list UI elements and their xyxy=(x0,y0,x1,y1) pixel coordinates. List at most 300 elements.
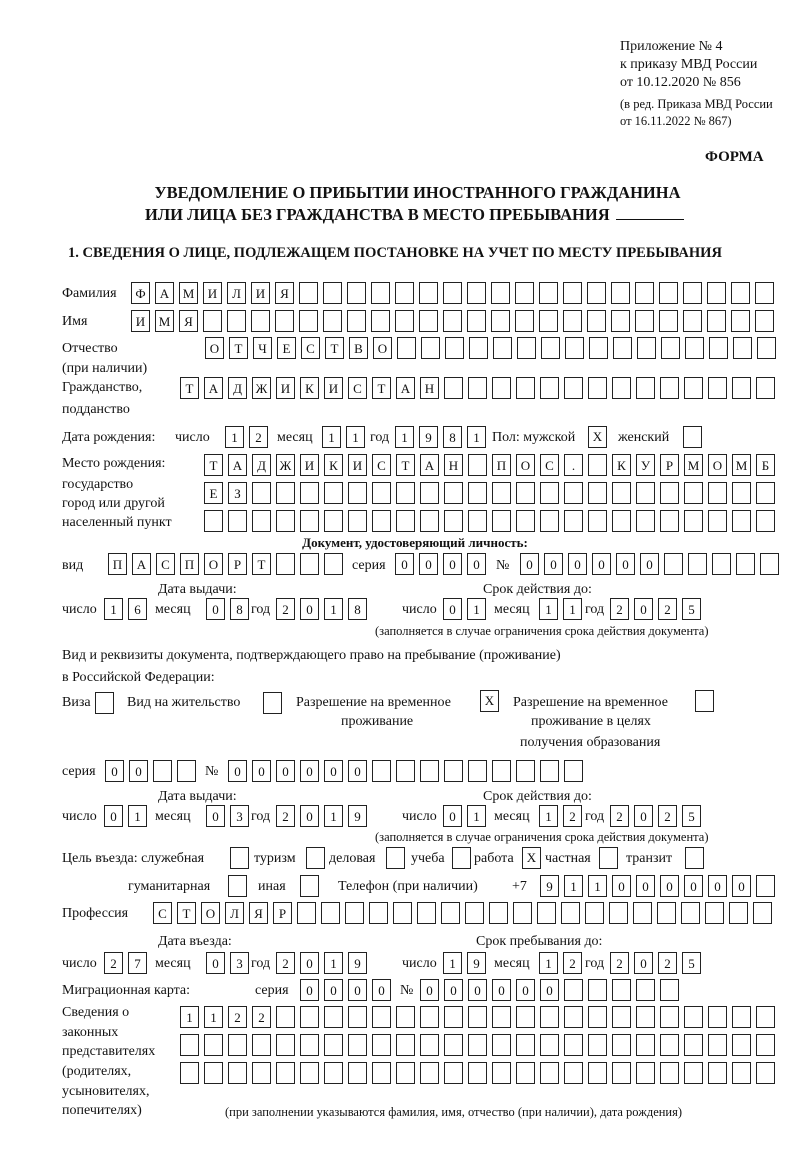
cell[interactable]: 0 xyxy=(252,760,271,782)
sex-male-checkbox[interactable]: X xyxy=(588,426,607,448)
cell[interactable] xyxy=(756,1062,775,1084)
cell[interactable] xyxy=(323,282,342,304)
cell[interactable] xyxy=(683,310,702,332)
cell[interactable] xyxy=(685,337,704,359)
cell[interactable]: М xyxy=(732,454,751,476)
cell[interactable]: А xyxy=(228,454,247,476)
cell[interactable] xyxy=(660,482,679,504)
place-of-stay-blank[interactable] xyxy=(616,207,684,220)
cell[interactable]: 0 xyxy=(276,760,295,782)
cell[interactable] xyxy=(276,1062,295,1084)
cell[interactable] xyxy=(443,310,462,332)
cell[interactable]: 2 xyxy=(276,805,295,827)
cell[interactable] xyxy=(300,510,319,532)
cell[interactable] xyxy=(489,902,508,924)
id-valid-day[interactable] xyxy=(443,598,486,620)
cell[interactable]: Ч xyxy=(253,337,272,359)
cell[interactable] xyxy=(684,482,703,504)
cell[interactable] xyxy=(636,482,655,504)
cell[interactable] xyxy=(585,902,604,924)
cell[interactable] xyxy=(324,510,343,532)
cell[interactable] xyxy=(492,377,511,399)
cell[interactable]: Я xyxy=(249,902,268,924)
cell[interactable] xyxy=(372,1062,391,1084)
cell[interactable]: 2 xyxy=(252,1006,271,1028)
cell[interactable] xyxy=(635,282,654,304)
cell[interactable] xyxy=(297,902,316,924)
birth-month-field[interactable] xyxy=(322,426,365,448)
cell[interactable]: 2 xyxy=(563,952,582,974)
cell[interactable] xyxy=(348,482,367,504)
purpose-tourism-checkbox[interactable] xyxy=(306,847,325,869)
cell[interactable] xyxy=(732,1062,751,1084)
id-valid-year[interactable] xyxy=(610,598,701,620)
cell[interactable]: 1 xyxy=(324,805,343,827)
stay-valid-year[interactable] xyxy=(610,805,701,827)
stay-issue-month[interactable] xyxy=(206,805,249,827)
cell[interactable]: Д xyxy=(228,377,247,399)
cell[interactable] xyxy=(564,760,583,782)
id-type-field[interactable] xyxy=(108,553,343,575)
cell[interactable]: 1 xyxy=(443,952,462,974)
cell[interactable]: Н xyxy=(444,454,463,476)
cell[interactable]: 0 xyxy=(395,553,414,575)
cell[interactable] xyxy=(468,482,487,504)
cell[interactable] xyxy=(348,510,367,532)
cell[interactable]: И xyxy=(348,454,367,476)
cell[interactable] xyxy=(468,1062,487,1084)
stay-issue-day[interactable] xyxy=(104,805,147,827)
cell[interactable]: 1 xyxy=(467,598,486,620)
cell[interactable]: Т xyxy=(252,553,271,575)
birth-place-row-2[interactable] xyxy=(204,482,775,504)
stay-until-day[interactable] xyxy=(443,952,486,974)
cell[interactable] xyxy=(393,902,412,924)
cell[interactable] xyxy=(252,482,271,504)
cell[interactable]: Б xyxy=(756,454,775,476)
cell[interactable]: О xyxy=(205,337,224,359)
cell[interactable] xyxy=(396,760,415,782)
cell[interactable] xyxy=(492,760,511,782)
cell[interactable]: 3 xyxy=(230,952,249,974)
cell[interactable]: 0 xyxy=(324,760,343,782)
cell[interactable]: 0 xyxy=(636,875,655,897)
cell[interactable] xyxy=(636,1006,655,1028)
cell[interactable]: 7 xyxy=(128,952,147,974)
cell[interactable]: 0 xyxy=(129,760,148,782)
stay-until-month[interactable] xyxy=(539,952,582,974)
cell[interactable] xyxy=(708,510,727,532)
cell[interactable] xyxy=(609,902,628,924)
cell[interactable] xyxy=(756,482,775,504)
cell[interactable]: 2 xyxy=(610,952,629,974)
cell[interactable] xyxy=(657,902,676,924)
cell[interactable] xyxy=(324,553,343,575)
temporary-residence-checkbox[interactable]: X xyxy=(480,690,499,712)
cell[interactable] xyxy=(515,310,534,332)
cell[interactable]: М xyxy=(179,282,198,304)
cell[interactable]: 1 xyxy=(467,426,486,448)
cell[interactable] xyxy=(588,1006,607,1028)
id-issue-month[interactable] xyxy=(206,598,249,620)
cell[interactable]: 0 xyxy=(206,952,225,974)
cell[interactable]: 0 xyxy=(206,598,225,620)
cell[interactable] xyxy=(441,902,460,924)
cell[interactable] xyxy=(709,337,728,359)
cell[interactable] xyxy=(684,1062,703,1084)
cell[interactable] xyxy=(540,1006,559,1028)
cell[interactable]: И xyxy=(251,282,270,304)
cell[interactable]: Т xyxy=(180,377,199,399)
cell[interactable]: 0 xyxy=(444,979,463,1001)
cell[interactable] xyxy=(708,1062,727,1084)
cell[interactable] xyxy=(516,377,535,399)
cell[interactable] xyxy=(180,1034,199,1056)
cell[interactable] xyxy=(228,1062,247,1084)
purpose-business-checkbox[interactable] xyxy=(386,847,405,869)
representatives-row-3[interactable] xyxy=(180,1062,775,1084)
cell[interactable] xyxy=(468,760,487,782)
cell[interactable]: 1 xyxy=(204,1006,223,1028)
cell[interactable] xyxy=(660,1062,679,1084)
cell[interactable] xyxy=(299,310,318,332)
id-number-field[interactable] xyxy=(520,553,779,575)
cell[interactable] xyxy=(444,482,463,504)
cell[interactable] xyxy=(420,1034,439,1056)
birth-day-field[interactable] xyxy=(225,426,268,448)
cell[interactable]: 0 xyxy=(640,553,659,575)
cell[interactable]: 1 xyxy=(395,426,414,448)
cell[interactable] xyxy=(513,902,532,924)
cell[interactable] xyxy=(491,310,510,332)
stay-valid-month[interactable] xyxy=(539,805,582,827)
cell[interactable] xyxy=(729,902,748,924)
cell[interactable] xyxy=(684,1034,703,1056)
cell[interactable]: 1 xyxy=(322,426,341,448)
cell[interactable]: 1 xyxy=(563,598,582,620)
cell[interactable]: С xyxy=(301,337,320,359)
cell[interactable]: 0 xyxy=(708,875,727,897)
cell[interactable] xyxy=(420,510,439,532)
cell[interactable]: 0 xyxy=(300,760,319,782)
cell[interactable] xyxy=(635,310,654,332)
cell[interactable] xyxy=(228,510,247,532)
cell[interactable] xyxy=(684,1006,703,1028)
cell[interactable] xyxy=(516,510,535,532)
cell[interactable] xyxy=(564,510,583,532)
cell[interactable] xyxy=(443,282,462,304)
cell[interactable] xyxy=(540,377,559,399)
cell[interactable]: 0 xyxy=(616,553,635,575)
cell[interactable]: 0 xyxy=(348,760,367,782)
representatives-row-2[interactable] xyxy=(180,1034,775,1056)
cell[interactable] xyxy=(397,337,416,359)
cell[interactable]: 9 xyxy=(348,805,367,827)
cell[interactable] xyxy=(541,337,560,359)
cell[interactable] xyxy=(565,337,584,359)
cell[interactable] xyxy=(204,510,223,532)
cell[interactable]: 5 xyxy=(682,805,701,827)
cell[interactable]: 0 xyxy=(348,979,367,1001)
cell[interactable] xyxy=(660,1006,679,1028)
cell[interactable] xyxy=(468,1006,487,1028)
cell[interactable]: 2 xyxy=(610,598,629,620)
cell[interactable] xyxy=(300,1062,319,1084)
cell[interactable] xyxy=(276,482,295,504)
purpose-transit-checkbox[interactable] xyxy=(685,847,704,869)
cell[interactable] xyxy=(660,1034,679,1056)
cell[interactable]: 0 xyxy=(300,598,319,620)
cell[interactable] xyxy=(564,1062,583,1084)
id-issue-day[interactable] xyxy=(104,598,147,620)
purpose-private-checkbox[interactable] xyxy=(599,847,618,869)
cell[interactable]: 1 xyxy=(467,805,486,827)
cell[interactable]: П xyxy=(108,553,127,575)
cell[interactable] xyxy=(492,1062,511,1084)
cell[interactable] xyxy=(588,979,607,1001)
cell[interactable] xyxy=(252,1034,271,1056)
cell[interactable]: П xyxy=(492,454,511,476)
cell[interactable] xyxy=(705,902,724,924)
cell[interactable]: 0 xyxy=(468,979,487,1001)
cell[interactable] xyxy=(419,310,438,332)
cell[interactable] xyxy=(372,1034,391,1056)
cell[interactable]: 0 xyxy=(544,553,563,575)
purpose-other-checkbox[interactable] xyxy=(300,875,319,897)
cell[interactable] xyxy=(732,1006,751,1028)
cell[interactable]: Ф xyxy=(131,282,150,304)
cell[interactable]: Я xyxy=(179,310,198,332)
cell[interactable]: Р xyxy=(660,454,679,476)
birth-year-field[interactable] xyxy=(395,426,486,448)
cell[interactable] xyxy=(324,1062,343,1084)
cell[interactable] xyxy=(588,1062,607,1084)
entry-day[interactable] xyxy=(104,952,147,974)
cell[interactable]: 0 xyxy=(443,598,462,620)
cell[interactable] xyxy=(707,310,726,332)
cell[interactable] xyxy=(345,902,364,924)
cell[interactable] xyxy=(369,902,388,924)
cell[interactable] xyxy=(395,310,414,332)
cell[interactable] xyxy=(612,377,631,399)
cell[interactable] xyxy=(660,510,679,532)
cell[interactable] xyxy=(708,1006,727,1028)
cell[interactable]: К xyxy=(612,454,631,476)
profession-field[interactable] xyxy=(153,902,772,924)
cell[interactable] xyxy=(516,760,535,782)
cell[interactable] xyxy=(611,282,630,304)
stay-series-field[interactable] xyxy=(105,760,196,782)
entry-year[interactable] xyxy=(276,952,367,974)
cell[interactable] xyxy=(684,510,703,532)
cell[interactable] xyxy=(348,1034,367,1056)
cell[interactable]: 2 xyxy=(658,952,677,974)
cell[interactable]: 0 xyxy=(660,875,679,897)
cell[interactable]: 1 xyxy=(324,598,343,620)
cell[interactable]: Р xyxy=(273,902,292,924)
cell[interactable] xyxy=(421,337,440,359)
cell[interactable]: 5 xyxy=(682,952,701,974)
cell[interactable] xyxy=(276,510,295,532)
cell[interactable] xyxy=(468,510,487,532)
cell[interactable] xyxy=(760,553,779,575)
cell[interactable] xyxy=(372,510,391,532)
cell[interactable] xyxy=(540,1062,559,1084)
cell[interactable]: 1 xyxy=(539,952,558,974)
cell[interactable] xyxy=(444,510,463,532)
cell[interactable]: 0 xyxy=(612,875,631,897)
cell[interactable] xyxy=(300,482,319,504)
cell[interactable] xyxy=(564,1034,583,1056)
cell[interactable] xyxy=(153,760,172,782)
cell[interactable]: 0 xyxy=(634,952,653,974)
cell[interactable] xyxy=(371,282,390,304)
cell[interactable]: О xyxy=(708,454,727,476)
cell[interactable] xyxy=(300,553,319,575)
cell[interactable] xyxy=(204,1034,223,1056)
stay-until-year[interactable] xyxy=(610,952,701,974)
cell[interactable] xyxy=(177,760,196,782)
cell[interactable]: С xyxy=(372,454,391,476)
cell[interactable] xyxy=(276,553,295,575)
cell[interactable] xyxy=(180,1062,199,1084)
cell[interactable]: 0 xyxy=(372,979,391,1001)
cell[interactable] xyxy=(633,902,652,924)
cell[interactable] xyxy=(516,1062,535,1084)
cell[interactable] xyxy=(348,1006,367,1028)
cell[interactable] xyxy=(756,377,775,399)
cell[interactable]: 0 xyxy=(105,760,124,782)
cell[interactable]: О xyxy=(201,902,220,924)
cell[interactable] xyxy=(755,282,774,304)
cell[interactable] xyxy=(276,1034,295,1056)
citizenship-field[interactable] xyxy=(180,377,775,399)
cell[interactable] xyxy=(683,282,702,304)
cell[interactable] xyxy=(444,760,463,782)
phone-field[interactable] xyxy=(540,875,775,897)
cell[interactable]: Л xyxy=(225,902,244,924)
cell[interactable]: 2 xyxy=(249,426,268,448)
cell[interactable] xyxy=(684,377,703,399)
cell[interactable]: Е xyxy=(277,337,296,359)
id-issue-year[interactable] xyxy=(276,598,367,620)
cell[interactable] xyxy=(492,1006,511,1028)
cell[interactable]: 3 xyxy=(230,805,249,827)
birth-place-row-1[interactable] xyxy=(204,454,775,476)
cell[interactable]: 1 xyxy=(324,952,343,974)
cell[interactable] xyxy=(372,760,391,782)
cell[interactable] xyxy=(612,1006,631,1028)
cell[interactable]: 2 xyxy=(658,805,677,827)
cell[interactable] xyxy=(732,510,751,532)
cell[interactable]: 2 xyxy=(104,952,123,974)
cell[interactable] xyxy=(636,1062,655,1084)
cell[interactable] xyxy=(251,310,270,332)
cell[interactable]: А xyxy=(204,377,223,399)
cell[interactable] xyxy=(588,510,607,532)
cell[interactable] xyxy=(681,902,700,924)
cell[interactable]: 0 xyxy=(104,805,123,827)
cell[interactable] xyxy=(468,377,487,399)
cell[interactable]: 1 xyxy=(564,875,583,897)
cell[interactable] xyxy=(396,510,415,532)
cell[interactable]: 1 xyxy=(225,426,244,448)
cell[interactable]: П xyxy=(180,553,199,575)
cell[interactable]: 0 xyxy=(443,553,462,575)
birth-place-row-3[interactable] xyxy=(204,510,775,532)
cell[interactable]: Е xyxy=(204,482,223,504)
cell[interactable]: 2 xyxy=(563,805,582,827)
cell[interactable] xyxy=(660,377,679,399)
cell[interactable] xyxy=(659,282,678,304)
cell[interactable]: 0 xyxy=(684,875,703,897)
cell[interactable]: М xyxy=(155,310,174,332)
cell[interactable] xyxy=(417,902,436,924)
cell[interactable]: А xyxy=(132,553,151,575)
cell[interactable]: К xyxy=(324,454,343,476)
cell[interactable]: 0 xyxy=(467,553,486,575)
cell[interactable]: Т xyxy=(325,337,344,359)
cell[interactable]: 0 xyxy=(419,553,438,575)
cell[interactable] xyxy=(444,1006,463,1028)
cell[interactable] xyxy=(299,282,318,304)
cell[interactable] xyxy=(731,282,750,304)
cell[interactable]: 1 xyxy=(180,1006,199,1028)
cell[interactable] xyxy=(252,1062,271,1084)
stay-number-field[interactable] xyxy=(228,760,583,782)
cell[interactable] xyxy=(636,979,655,1001)
cell[interactable]: 0 xyxy=(732,875,751,897)
cell[interactable] xyxy=(491,282,510,304)
cell[interactable] xyxy=(396,1034,415,1056)
cell[interactable]: 0 xyxy=(592,553,611,575)
cell[interactable]: В xyxy=(349,337,368,359)
cell[interactable] xyxy=(420,1006,439,1028)
cell[interactable]: А xyxy=(396,377,415,399)
cell[interactable]: И xyxy=(300,454,319,476)
cell[interactable] xyxy=(517,337,536,359)
cell[interactable]: Р xyxy=(228,553,247,575)
cell[interactable]: А xyxy=(420,454,439,476)
cell[interactable] xyxy=(492,510,511,532)
cell[interactable] xyxy=(539,282,558,304)
sex-female-checkbox[interactable] xyxy=(683,426,702,448)
cell[interactable]: 0 xyxy=(300,952,319,974)
cell[interactable]: 0 xyxy=(420,979,439,1001)
cell[interactable] xyxy=(445,337,464,359)
cell[interactable] xyxy=(688,553,707,575)
cell[interactable]: О xyxy=(373,337,392,359)
cell[interactable]: Н xyxy=(420,377,439,399)
cell[interactable]: У xyxy=(636,454,655,476)
cell[interactable]: И xyxy=(131,310,150,332)
cell[interactable]: 0 xyxy=(228,760,247,782)
cell[interactable]: М xyxy=(684,454,703,476)
cell[interactable] xyxy=(540,1034,559,1056)
cell[interactable] xyxy=(588,454,607,476)
cell[interactable] xyxy=(753,902,772,924)
cell[interactable] xyxy=(324,1006,343,1028)
cell[interactable] xyxy=(252,510,271,532)
cell[interactable] xyxy=(732,377,751,399)
cell[interactable] xyxy=(323,310,342,332)
cell[interactable] xyxy=(736,553,755,575)
cell[interactable]: С xyxy=(156,553,175,575)
purpose-official-checkbox[interactable] xyxy=(230,847,249,869)
cell[interactable]: 0 xyxy=(634,598,653,620)
cell[interactable] xyxy=(276,1006,295,1028)
purpose-work-checkbox[interactable]: X xyxy=(522,847,541,869)
